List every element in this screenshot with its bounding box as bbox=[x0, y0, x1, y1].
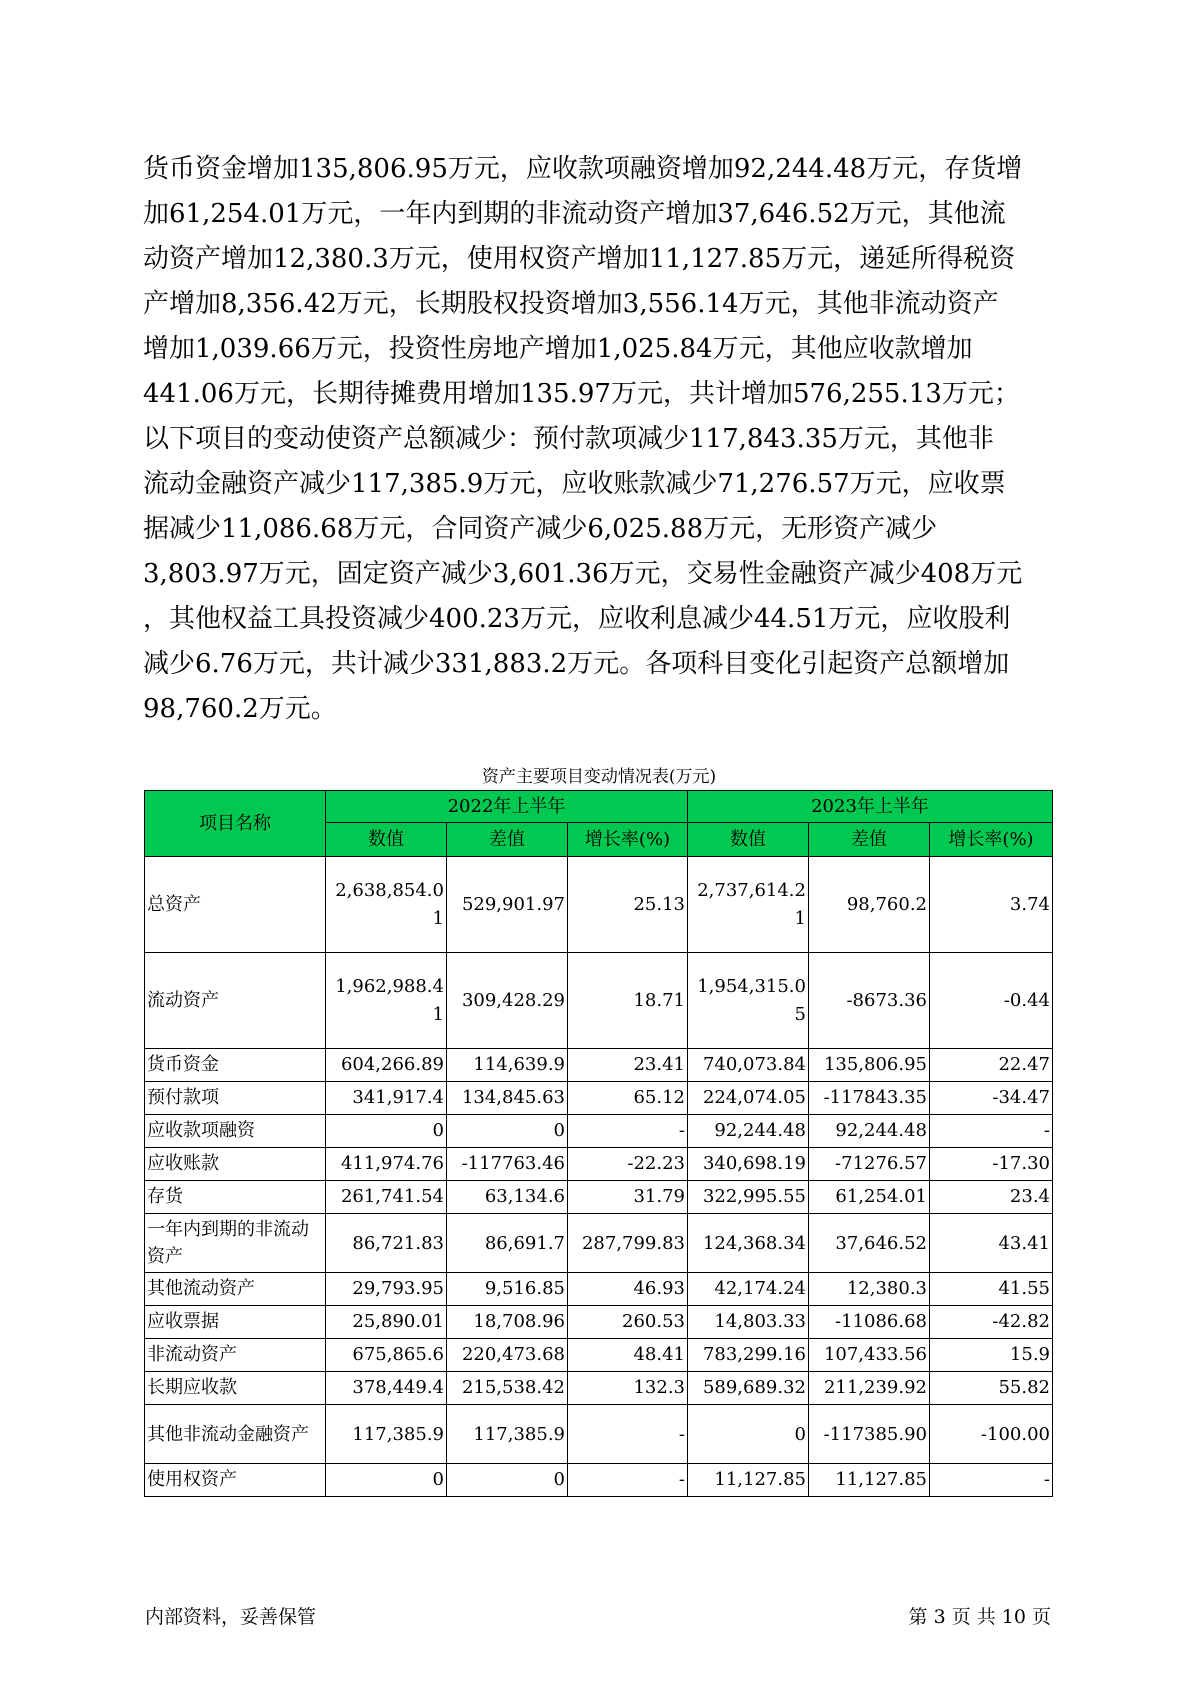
footer-confidential-note: 内部资料，妥善保管 bbox=[145, 1606, 317, 1628]
cell-value-2023: 740,073.84 bbox=[688, 1049, 809, 1082]
cell-diff-2022: 529,901.97 bbox=[447, 857, 568, 953]
cell-growth-2023: -34.47 bbox=[930, 1082, 1053, 1115]
cell-diff-2023: 11,127.85 bbox=[809, 1464, 930, 1497]
row-name: 使用权资产 bbox=[145, 1464, 326, 1497]
cell-growth-2023: 22.47 bbox=[930, 1049, 1053, 1082]
header-value-2022: 数值 bbox=[326, 823, 447, 857]
cell-diff-2022: 0 bbox=[447, 1464, 568, 1497]
cell-diff-2023: 98,760.2 bbox=[809, 857, 930, 953]
table-row bbox=[145, 1273, 1053, 1306]
cell-growth-2022: -22.23 bbox=[568, 1148, 688, 1181]
cell-diff-2023: -117843.35 bbox=[809, 1082, 930, 1115]
cell-diff-2023: 37,646.52 bbox=[809, 1214, 930, 1273]
cell-diff-2023: -11086.68 bbox=[809, 1306, 930, 1339]
cell-diff-2022: 215,538.42 bbox=[447, 1372, 568, 1405]
cell-growth-2022: 287,799.83 bbox=[568, 1214, 688, 1273]
row-name: 其他流动资产 bbox=[145, 1273, 326, 1306]
cell-diff-2023: 211,239.92 bbox=[809, 1372, 930, 1405]
cell-value-2022: 675,865.6 bbox=[326, 1339, 447, 1372]
cell-diff-2022: 117,385.9 bbox=[447, 1405, 568, 1464]
cell-diff-2022: -117763.46 bbox=[447, 1148, 568, 1181]
cell-growth-2023: -17.30 bbox=[930, 1148, 1053, 1181]
cell-diff-2023: -71276.57 bbox=[809, 1148, 930, 1181]
table-row bbox=[145, 1115, 1053, 1148]
cell-value-2022: 0 bbox=[326, 1115, 447, 1148]
row-name: 应收账款 bbox=[145, 1148, 326, 1181]
cell-diff-2023: 135,806.95 bbox=[809, 1049, 930, 1082]
paragraph-line: 以下项目的变动使资产总额减少：预付款项减少117,843.35万元，其他非 bbox=[143, 424, 994, 454]
row-name: 总资产 bbox=[145, 857, 326, 953]
header-diff-2022: 差值 bbox=[447, 823, 568, 857]
cell-growth-2022: 25.13 bbox=[568, 857, 688, 953]
header-item-name: 项目名称 bbox=[145, 791, 326, 857]
cell-growth-2022: - bbox=[568, 1405, 688, 1464]
cell-growth-2022: - bbox=[568, 1115, 688, 1148]
header-value-2023: 数值 bbox=[688, 823, 809, 857]
cell-value-2022: 0 bbox=[326, 1464, 447, 1497]
cell-growth-2023: 43.41 bbox=[930, 1214, 1053, 1273]
cell-value-2023: 1,954,315.05 bbox=[688, 953, 809, 1049]
cell-growth-2023: 23.4 bbox=[930, 1181, 1053, 1214]
row-name: 长期应收款 bbox=[145, 1372, 326, 1405]
cell-value-2022: 2,638,854.01 bbox=[326, 857, 447, 953]
cell-diff-2022: 63,134.6 bbox=[447, 1181, 568, 1214]
cell-diff-2022: 220,473.68 bbox=[447, 1339, 568, 1372]
table-row bbox=[145, 1372, 1053, 1405]
table-row bbox=[145, 1339, 1053, 1372]
cell-diff-2023: 61,254.01 bbox=[809, 1181, 930, 1214]
cell-value-2023: 92,244.48 bbox=[688, 1115, 809, 1148]
row-name: 一年内到期的非流动资产 bbox=[145, 1214, 326, 1273]
cell-growth-2022: 46.93 bbox=[568, 1273, 688, 1306]
cell-diff-2023: 107,433.56 bbox=[809, 1339, 930, 1372]
cell-value-2023: 224,074.05 bbox=[688, 1082, 809, 1115]
cell-value-2023: 322,995.55 bbox=[688, 1181, 809, 1214]
cell-growth-2022: 23.41 bbox=[568, 1049, 688, 1082]
cell-value-2022: 117,385.9 bbox=[326, 1405, 447, 1464]
cell-value-2022: 86,721.83 bbox=[326, 1214, 447, 1273]
cell-growth-2022: 31.79 bbox=[568, 1181, 688, 1214]
cell-value-2023: 42,174.24 bbox=[688, 1273, 809, 1306]
page-number: 第 3 页 共 10 页 bbox=[908, 1606, 1051, 1628]
cell-value-2023: 2,737,614.21 bbox=[688, 857, 809, 953]
cell-diff-2023: -117385.90 bbox=[809, 1405, 930, 1464]
paragraph-line: 据减少11,086.68万元，合同资产减少6,025.88万元，无形资产减少 bbox=[143, 514, 938, 544]
paragraph-line: 441.06万元，长期待摊费用增加135.97万元，共计增加576,255.13万元； bbox=[143, 379, 1020, 409]
body-paragraph bbox=[143, 147, 1061, 732]
header-growth-2023: 增长率(%) bbox=[930, 823, 1053, 857]
paragraph-line: 3,803.97万元，固定资产减少3,601.36万元，交易性金融资产减少408万元 bbox=[143, 559, 1023, 589]
paragraph-line: 增加1,039.66万元，投资性房地产增加1,025.84万元，其他应收款增加 bbox=[143, 334, 973, 364]
cell-growth-2023: 41.55 bbox=[930, 1273, 1053, 1306]
table-row bbox=[145, 1306, 1053, 1339]
table-row bbox=[145, 857, 1053, 953]
row-name: 应收票据 bbox=[145, 1306, 326, 1339]
cell-growth-2022: 65.12 bbox=[568, 1082, 688, 1115]
table-row bbox=[145, 953, 1053, 1049]
row-name: 存货 bbox=[145, 1181, 326, 1214]
cell-growth-2022: 18.71 bbox=[568, 953, 688, 1049]
cell-growth-2023: -100.00 bbox=[930, 1405, 1053, 1464]
paragraph-line: ，其他权益工具投资减少400.23万元，应收利息减少44.51万元，应收股利 bbox=[143, 604, 1011, 634]
row-name: 应收款项融资 bbox=[145, 1115, 326, 1148]
row-name: 预付款项 bbox=[145, 1082, 326, 1115]
table-row bbox=[145, 1214, 1053, 1273]
cell-value-2022: 378,449.4 bbox=[326, 1372, 447, 1405]
cell-value-2022: 604,266.89 bbox=[326, 1049, 447, 1082]
cell-diff-2022: 18,708.96 bbox=[447, 1306, 568, 1339]
cell-growth-2022: 132.3 bbox=[568, 1372, 688, 1405]
table-caption: 资产主要项目变动情况表(万元) bbox=[481, 767, 717, 787]
header-period-2023: 2023年上半年 bbox=[688, 791, 1053, 823]
cell-growth-2023: 15.9 bbox=[930, 1339, 1053, 1372]
cell-diff-2022: 0 bbox=[447, 1115, 568, 1148]
paragraph-line: 流动金融资产减少117,385.9万元，应收账款减少71,276.57万元，应收票 bbox=[143, 469, 1006, 499]
paragraph-line: 98,760.2万元。 bbox=[143, 694, 337, 724]
paragraph-line: 货币资金增加135,806.95万元，应收款项融资增加92,244.48万元，存货增 bbox=[143, 154, 1023, 184]
cell-growth-2023: - bbox=[930, 1115, 1053, 1148]
cell-growth-2023: - bbox=[930, 1464, 1053, 1497]
paragraph-line: 加61,254.01万元，一年内到期的非流动资产增加37,646.52万元，其他流 bbox=[143, 199, 1006, 229]
header-diff-2023: 差值 bbox=[809, 823, 930, 857]
cell-value-2023: 11,127.85 bbox=[688, 1464, 809, 1497]
asset-change-table bbox=[144, 790, 1053, 1497]
cell-value-2022: 411,974.76 bbox=[326, 1148, 447, 1181]
cell-value-2022: 1,962,988.41 bbox=[326, 953, 447, 1049]
cell-growth-2023: -42.82 bbox=[930, 1306, 1053, 1339]
cell-value-2022: 29,793.95 bbox=[326, 1273, 447, 1306]
cell-diff-2023: 92,244.48 bbox=[809, 1115, 930, 1148]
row-name: 货币资金 bbox=[145, 1049, 326, 1082]
table-row bbox=[145, 1181, 1053, 1214]
cell-value-2023: 340,698.19 bbox=[688, 1148, 809, 1181]
cell-diff-2022: 134,845.63 bbox=[447, 1082, 568, 1115]
header-period-2022: 2022年上半年 bbox=[326, 791, 688, 823]
cell-diff-2023: 12,380.3 bbox=[809, 1273, 930, 1306]
table-row bbox=[145, 1464, 1053, 1497]
cell-value-2023: 14,803.33 bbox=[688, 1306, 809, 1339]
cell-value-2022: 25,890.01 bbox=[326, 1306, 447, 1339]
header-growth-2022: 增长率(%) bbox=[568, 823, 688, 857]
cell-growth-2023: 3.74 bbox=[930, 857, 1053, 953]
cell-growth-2022: - bbox=[568, 1464, 688, 1497]
paragraph-line: 减少6.76万元，共计减少331,883.2万元。各项科目变化引起资产总额增加 bbox=[143, 649, 1010, 679]
cell-value-2022: 261,741.54 bbox=[326, 1181, 447, 1214]
table-row bbox=[145, 1405, 1053, 1464]
paragraph-line: 动资产增加12,380.3万元，使用权资产增加11,127.85万元，递延所得税资 bbox=[143, 244, 1016, 274]
row-name: 流动资产 bbox=[145, 953, 326, 1049]
cell-growth-2023: -0.44 bbox=[930, 953, 1053, 1049]
table-row bbox=[145, 1082, 1053, 1115]
cell-value-2023: 783,299.16 bbox=[688, 1339, 809, 1372]
cell-diff-2022: 86,691.7 bbox=[447, 1214, 568, 1273]
cell-diff-2022: 309,428.29 bbox=[447, 953, 568, 1049]
row-name: 非流动资产 bbox=[145, 1339, 326, 1372]
cell-value-2023: 589,689.32 bbox=[688, 1372, 809, 1405]
paragraph-line: 产增加8,356.42万元，长期股权投资增加3,556.14万元，其他非流动资产 bbox=[143, 289, 999, 319]
cell-growth-2022: 48.41 bbox=[568, 1339, 688, 1372]
cell-value-2023: 0 bbox=[688, 1405, 809, 1464]
cell-growth-2022: 260.53 bbox=[568, 1306, 688, 1339]
cell-diff-2022: 114,639.9 bbox=[447, 1049, 568, 1082]
table-row bbox=[145, 1148, 1053, 1181]
cell-value-2023: 124,368.34 bbox=[688, 1214, 809, 1273]
cell-diff-2022: 9,516.85 bbox=[447, 1273, 568, 1306]
cell-growth-2023: 55.82 bbox=[930, 1372, 1053, 1405]
cell-value-2022: 341,917.4 bbox=[326, 1082, 447, 1115]
table-row bbox=[145, 1049, 1053, 1082]
row-name: 其他非流动金融资产 bbox=[145, 1405, 326, 1464]
cell-diff-2023: -8673.36 bbox=[809, 953, 930, 1049]
